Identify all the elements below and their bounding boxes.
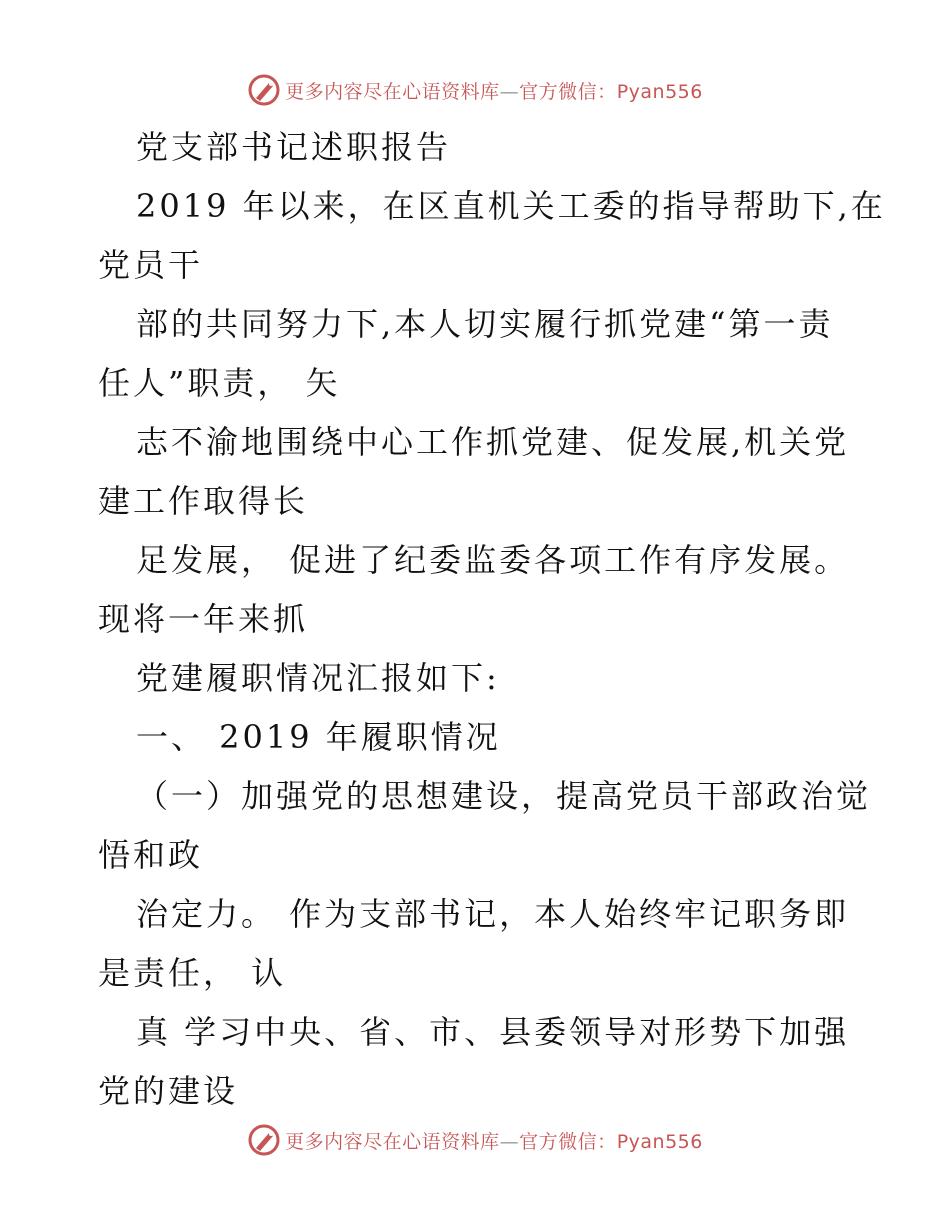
text-line: 现将一年来抓 <box>98 600 309 638</box>
pen-seal-icon <box>247 73 281 107</box>
watermark-text: 更多内容尽在心语资料库—官方微信：Pyan556 <box>285 1130 703 1153</box>
text-line: 志不渝地围绕中心工作抓党建、促发展,机关党 <box>136 423 850 461</box>
text-line: 党的建设 <box>98 1072 239 1110</box>
text-line: 党支部书记述职报告 <box>136 128 452 166</box>
watermark-text: 更多内容尽在心语资料库—官方微信：Pyan556 <box>285 80 703 103</box>
text-line: 建工作取得长 <box>98 482 309 520</box>
text-line: 真 学习中央、省、市、县委领导对形势下加强 <box>136 1013 850 1051</box>
text-line: 一、 2019 年履职情况 <box>136 718 501 756</box>
watermark-footer <box>0 1120 950 1160</box>
pen-seal-icon <box>247 1123 281 1157</box>
text-line: 2019 年以来，在区直机关工委的指导帮助下,在 <box>136 187 886 225</box>
text-line: 任人”职责， 矢 <box>98 364 341 402</box>
text-line: 党员干 <box>98 246 204 284</box>
text-line: 悟和政 <box>98 836 204 874</box>
text-line: 足发展， 促进了纪委监委各项工作有序发展。 <box>136 541 850 579</box>
document-body <box>98 118 886 1121</box>
text-line: 党建履职情况汇报如下: <box>136 659 500 697</box>
watermark-header <box>0 70 950 110</box>
text-line: 部的共同努力下,本人切实履行抓党建“第一责 <box>136 305 834 343</box>
text-line: （一）加强党的思想建设，提高党员干部政治觉 <box>136 777 872 815</box>
text-line: 治定力。 作为支部书记，本人始终牢记职务即 <box>136 895 850 933</box>
text-line: 是责任， 认 <box>98 954 287 992</box>
